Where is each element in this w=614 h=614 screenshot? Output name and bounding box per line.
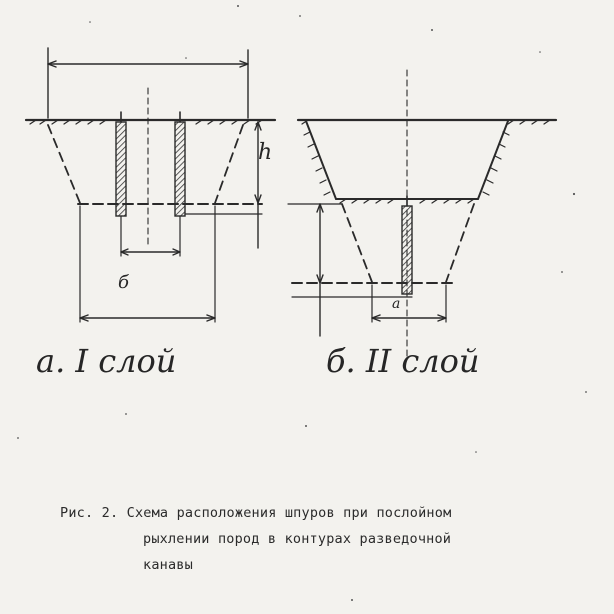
- panel-b-drawing: [288, 70, 556, 360]
- borehole-b: [402, 206, 412, 294]
- slope-hatching-right-b: [483, 132, 509, 195]
- panel-b-caption: б. II слой: [326, 342, 480, 380]
- panel-a-drawing: [26, 48, 275, 322]
- depth-label-h: h: [258, 140, 273, 165]
- trench-slope-right-b: [446, 204, 474, 282]
- spacing-label-a: а: [392, 296, 401, 312]
- borehole-left-a: [116, 122, 126, 216]
- figure-caption-line-1: Рис. 2. Схема расположения шпуров при послойном: [60, 505, 452, 521]
- figure-caption-line-3: канавы: [143, 557, 193, 573]
- slope-hatching-left-b: [304, 132, 330, 195]
- figure-caption-line-2: рыхлении пород в контурах разведочной: [143, 531, 452, 547]
- trench-slope-left-b: [342, 204, 372, 282]
- width-label-b: б: [118, 272, 129, 293]
- panel-a-caption: а. I слой: [36, 342, 177, 380]
- borehole-right-a: [175, 122, 185, 216]
- trench-slope-left-a: [48, 125, 80, 203]
- trench-slope-right-a: [215, 125, 243, 203]
